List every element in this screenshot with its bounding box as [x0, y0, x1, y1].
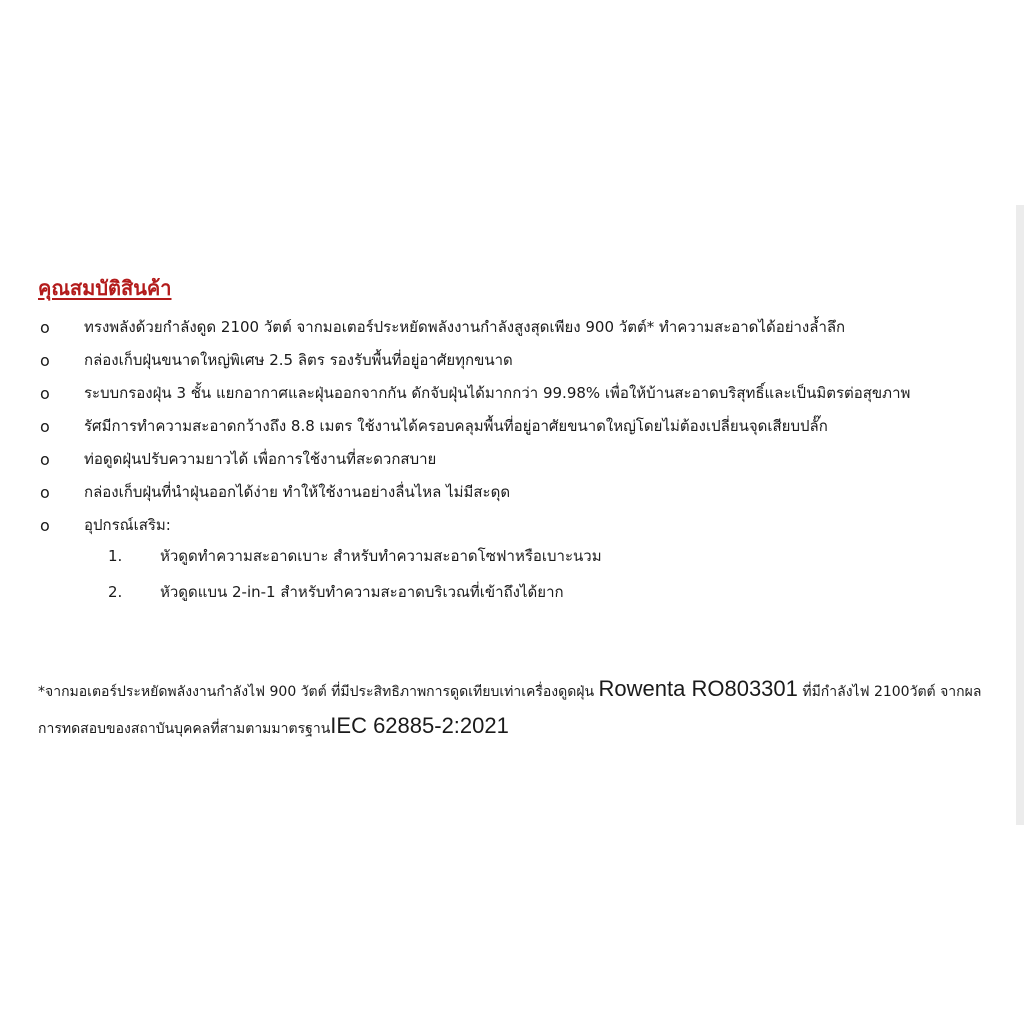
accessories-item — [38, 512, 998, 615]
bullet-icon: o — [40, 318, 50, 337]
feature-item — [38, 413, 998, 446]
footnote-text: *จากมอเตอร์ประหยัดพลังงานกำลังไฟ 900 วัตต์ ที่มีประสิทธิภาพการดูดเทียบเท่าเครื่องดูดฝุ่น — [38, 684, 599, 700]
footnote-text-continued: ที่มีกำลังไฟ 2100วัตต์ จากผลการทดสอบของสถาบันบุคคลที่สามตามมาตรฐาน — [38, 684, 982, 737]
accessories-list — [84, 543, 998, 615]
bullet-icon: o — [40, 516, 50, 535]
accessory-number: 2. — [108, 583, 123, 601]
feature-item — [38, 479, 998, 512]
bullet-icon: o — [40, 351, 50, 370]
accessory-number: 1. — [108, 547, 123, 565]
bullet-icon: o — [40, 450, 50, 469]
footnote — [38, 672, 1000, 746]
footnote-model: Rowenta RO803301 — [598, 676, 798, 701]
accessory-text: หัวดูดแบน 2-in-1 สำหรับทำความสะอาดบริเวณที่เข้าถึงได้ยาก — [160, 583, 564, 601]
bullet-icon: o — [40, 417, 50, 436]
feature-item — [38, 380, 998, 413]
feature-text: กล่องเก็บฝุ่นที่นำฝุ่นออกได้ง่าย ทำให้ใช้งานอย่างลื่นไหล ไม่มีสะดุด — [84, 483, 511, 501]
section-heading: คุณสมบัติสินค้า — [38, 276, 172, 300]
footnote-standard: IEC 62885-2:2021 — [330, 713, 509, 738]
bullet-icon: o — [40, 384, 50, 403]
page-edge-strip — [1016, 205, 1024, 825]
bullet-icon: o — [40, 483, 50, 502]
accessories-label: อุปกรณ์เสริม: — [84, 516, 171, 534]
feature-text: ทรงพลังด้วยกำลังดูด 2100 วัตต์ จากมอเตอร์ประหยัดพลังงานกำลังสูงสุดเพียง 900 วัตต์* ทำความสะอาดได้อย่างล้ำลึก — [84, 318, 846, 336]
feature-text: ระบบกรองฝุ่น 3 ชั้น แยกอากาศและฝุ่นออกจากกัน ดักจับฝุ่นได้มากกว่า 99.98% เพื่อให้บ้านสะอาดบริสุทธิ์และเป็นมิตรต่อสุขภาพ — [84, 384, 911, 402]
accessory-item — [84, 543, 998, 579]
feature-item — [38, 314, 998, 347]
feature-item — [38, 347, 998, 380]
feature-text: รัศมีการทำความสะอาดกว้างถึง 8.8 เมตร ใช้งานได้ครอบคลุมพื้นที่อยู่อาศัยขนาดใหญ่โดยไม่ต้องเปลี่ยนจุดเสียบปลั๊ก — [84, 417, 828, 435]
feature-list — [38, 314, 998, 615]
feature-text: กล่องเก็บฝุ่นขนาดใหญ่พิเศษ 2.5 ลิตร รองรับพื้นที่อยู่อาศัยทุกขนาด — [84, 351, 513, 369]
accessory-item — [84, 579, 998, 615]
feature-item — [38, 446, 998, 479]
accessory-text: หัวดูดทำความสะอาดเบาะ สำหรับทำความสะอาดโซฟาหรือเบาะนวม — [160, 547, 602, 565]
feature-text: ท่อดูดฝุ่นปรับความยาวได้ เพื่อการใช้งานที่สะดวกสบาย — [84, 450, 437, 468]
